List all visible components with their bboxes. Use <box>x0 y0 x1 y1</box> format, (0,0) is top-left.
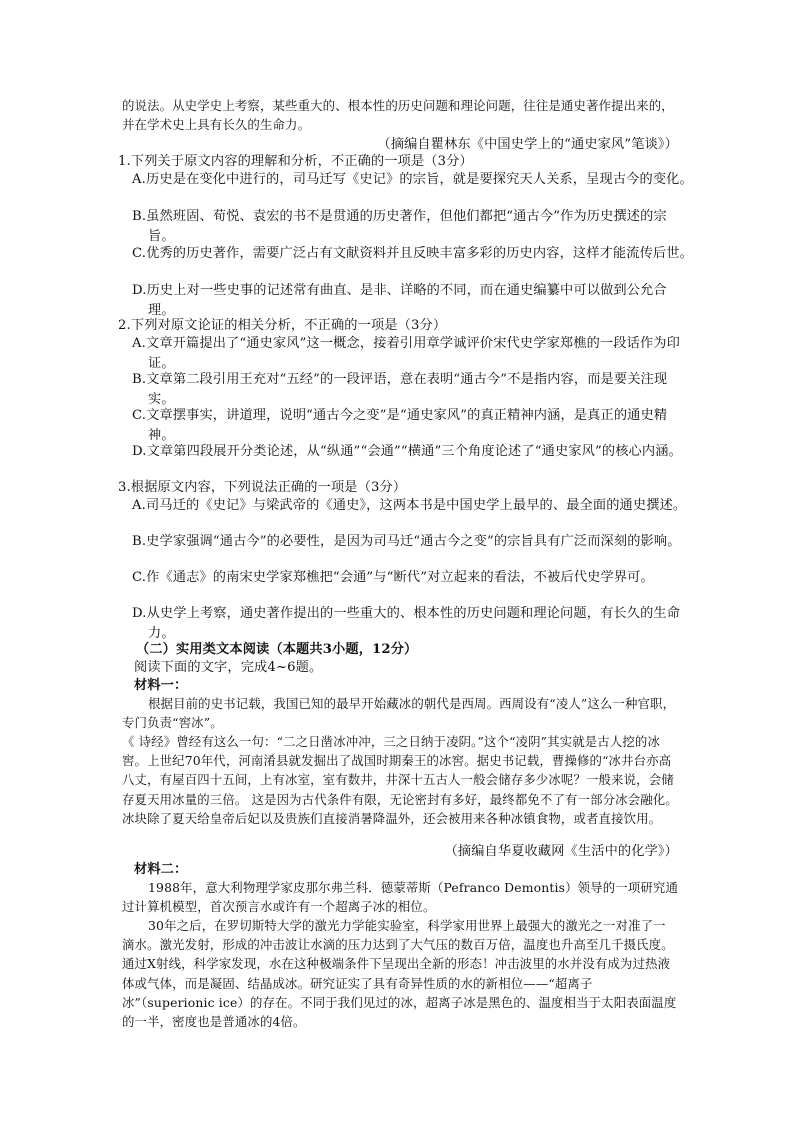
q3-option-a: A.司马迁的《史记》与梁武帝的《通史》，这两本书是中国史学上最早的、最全面的通史撰述。 <box>132 498 687 513</box>
q1-option-d: D.历史上对一些史事的记述常有曲直、是非、详略的不同，而在通史编纂中可以做到公允合理。 <box>132 283 667 318</box>
q3-option-d: D.从史学上考察，通史著作提出的一些重大的、根本性的历史问题和理论问题，有长久的生命力。 <box>132 606 681 641</box>
material-1-paragraph-2: 《 诗经》曾经有这么一句：“二之日凿冰冲冲，三之日纳于凌阴。”这个“凌阴”其实就是古人挖的冰窖。上世纪70年代，河南淆县就发掘出了战国时期秦王的冰窖。据史书记载，曹操修的“冰井台亦高八丈，有屋百四十五间，上有冰室，室有数井，井深十五古人一般会储存多少冰呢？一般来说，会储存夏天用冰量的三倍。 这是因为古代条件有限，无论密封有多好，最终都免不了有一部分冰会融化。 冰块除了夏天给皇帝后妃以及贵族们直接消暑降温外，还会被用来各种冰镇食物，或者直接饮用。 <box>122 734 678 826</box>
q3-option-b: B.史学家强调“通古今”的必要性，是因为司马迁“通古今之变”的宗旨具有广泛而深刻的影响。 <box>132 534 681 549</box>
q2-option-c: C.文章摆事实，讲道理，说明“通古今之变”是“通史家风”的真正精神内涵，是真正的通史精神。 <box>132 408 668 443</box>
material-2-label: 材料二： <box>134 862 188 877</box>
question-1-stem: 1.下列关于原文内容的理解和分析，不正确的一项是（3分） <box>118 154 473 169</box>
material-1-label: 材料一： <box>134 678 188 693</box>
q2-option-b: B.文章第二段引用王充对“五经”的一段评语，意在表明“通古今”不是指内容，而是要关注现实。 <box>132 372 668 407</box>
q2-option-d: D.文章第四段展开分类论述，从“纵通”“会通”“横通”三个角度论述了“通史家风”的核心内涵。 <box>132 444 682 459</box>
q1-option-c: C.优秀的历史著作，需要广泛占有文献资料并且反映丰富多彩的历史内容，这样才能流传后世。 <box>132 246 693 261</box>
intro-continuation: 的说法。从史学史上考察，某些重大的、根本性的历史问题和理论问题，往往是通史著作提出来的，并在学术史上具有长久的生命力。 <box>122 98 674 133</box>
question-3-stem: 3.根据原文内容，下列说法正确的一项是（3分） <box>118 480 407 495</box>
intro-source: （摘编自瞿林东《中国史学上的“通史家风”笔谈》） <box>377 137 678 152</box>
q1-option-a: A.历史是在变化中进行的，司马迁写《史记》的宗旨，就是要探究天人关系，呈现古今的变化。 <box>132 172 693 187</box>
question-2-stem: 2.下列对原文论证的相关分析，不正确的一项是（3分） <box>118 318 447 333</box>
material-2-paragraph-1: 1988年，意大利物理学家皮那尔弗兰科．德蒙蒂斯（Pefranco Demontis）领导的一项研究通过计算机模型，首次预言水或许有一个超离子冰的相位。 <box>122 880 678 915</box>
material-2-paragraph-2: 30年之后，在罗切斯特大学的激光力学能实验室，科学家用世界上最强大的激光之一对准了一滴水。激光发射，形成的冲击波让水滴的压力达到了大气压的数百万倍，温度也升高至几千摄氏度。通过X射线，科学家发现，水在这种极端条件下呈现出全新的形态！冲击波里的水并没有成为过热液体或气体，而是凝固、结晶成冰。研究证实了具有奇异性质的水的新相位——“超离子冰”（superionic ice）的存在。不同于我们见过的冰，超离子冰是黑色的、温度相当于太阳表面温度的一半，密度也是普通冰的4倍。 <box>122 918 677 1030</box>
section-2-heading: （二）实用类文本阅读（本题共3小题，12分） <box>136 642 418 657</box>
material-1-paragraph-1: 根据目前的史书记载，我国已知的最早开始藏冰的朝代是西周。西周设有“凌人”这么一种官职，专门负责“窖冰”。 <box>122 696 676 731</box>
q3-option-c: C.作《通志》的南宋史学家郑樵把“会通”与“断代”对立起来的看法，不被后代史学界可。 <box>132 570 654 585</box>
q1-option-b: B.虽然班固、荀悦、袁宏的书不是贯通的历史著作，但他们都把“通古今”作为历史撰述的宗旨。 <box>132 209 667 244</box>
section-2-instruction: 阅读下面的文字，完成4~6题。 <box>134 660 323 675</box>
material-1-source: （摘编自华夏收藏网《生活中的化学》） <box>444 844 678 859</box>
q2-option-a: A.文章开篇提出了“通史家风”这一概念，接着引用章学诚评价宋代史学家郑樵的一段话作为印证。 <box>132 336 680 371</box>
